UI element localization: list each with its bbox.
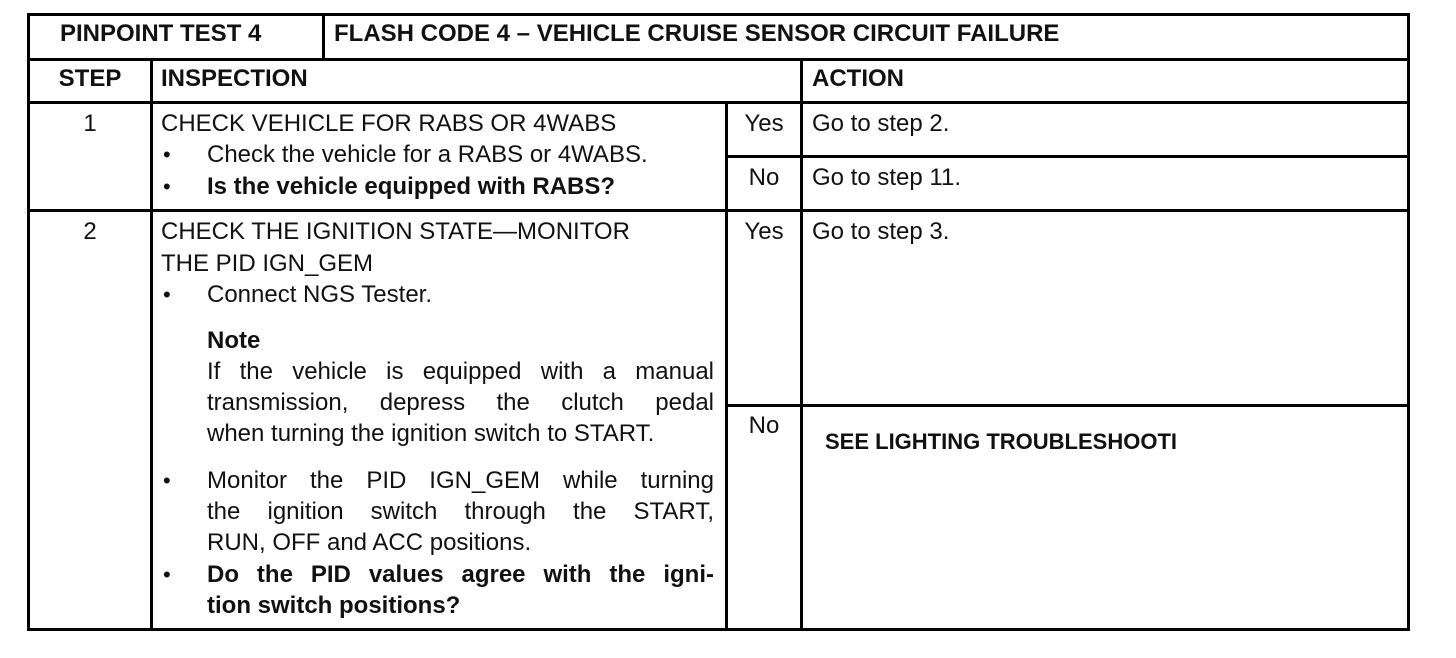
header-divider xyxy=(27,58,1410,61)
bullet: • xyxy=(163,468,171,493)
step-divider xyxy=(27,209,1410,212)
step2-bullet3-line: Do the PID values agree with the igni- xyxy=(207,561,714,588)
bullet: • xyxy=(163,282,171,307)
step-column-divider xyxy=(150,58,153,631)
step1-yes-action: Go to step 2. xyxy=(812,110,950,137)
step1-bullet2: Is the vehicle equipped with RABS? xyxy=(207,173,616,200)
column-action: ACTION xyxy=(812,65,904,92)
step2-heading-line2: THE PID IGN_GEM xyxy=(161,250,374,277)
step2-no-action: SEE LIGHTING TROUBLESHOOTI xyxy=(825,429,1178,454)
bullet: • xyxy=(163,142,171,167)
note-line: transmission, depress the clutch pedal xyxy=(207,389,714,416)
column-header-divider xyxy=(27,101,1410,104)
step2-heading-line1: CHECK THE IGNITION STATE—MONITOR xyxy=(161,218,630,245)
step1-heading: CHECK VEHICLE FOR RABS OR 4WABS xyxy=(161,110,617,137)
step2-bullet3-line: tion switch positions? xyxy=(207,592,461,619)
note-line: when turning the ignition switch to START. xyxy=(207,420,655,447)
bullet: • xyxy=(163,562,171,587)
note-title: Note xyxy=(207,327,261,354)
column-step: STEP xyxy=(58,65,122,92)
step2-no-answer: No xyxy=(748,412,780,439)
step1-no-answer: No xyxy=(748,164,780,191)
step2-bullet2-line: RUN, OFF and ACC positions. xyxy=(207,529,532,556)
step1-number: 1 xyxy=(83,110,97,137)
column-inspection: INSPECTION xyxy=(161,65,308,92)
step1-yes-answer: Yes xyxy=(744,110,784,137)
step1-no-action: Go to step 11. xyxy=(812,164,961,191)
step1-answer-divider xyxy=(727,155,1410,158)
step1-bullet1: Check the vehicle for a RABS or 4WABS. xyxy=(207,141,648,168)
test-title: FLASH CODE 4 – VEHICLE CRUISE SENSOR CIRCUIT FAILURE xyxy=(334,20,1060,47)
title-divider xyxy=(322,13,325,59)
bullet: • xyxy=(163,174,171,199)
test-label: PINPOINT TEST 4 xyxy=(60,20,262,47)
note-line: If the vehicle is equipped with a manual xyxy=(207,358,714,385)
step2-answer-divider xyxy=(727,404,1410,407)
step2-yes-action: Go to step 3. xyxy=(812,218,950,245)
step2-bullet2-line: the ignition switch through the START, xyxy=(207,498,714,525)
action-column-divider xyxy=(800,58,803,631)
step2-bullet2-line: Monitor the PID IGN_GEM while turning xyxy=(207,467,714,494)
step2-number: 2 xyxy=(83,218,97,245)
step2-yes-answer: Yes xyxy=(744,218,784,245)
step2-bullet1: Connect NGS Tester. xyxy=(207,281,432,308)
